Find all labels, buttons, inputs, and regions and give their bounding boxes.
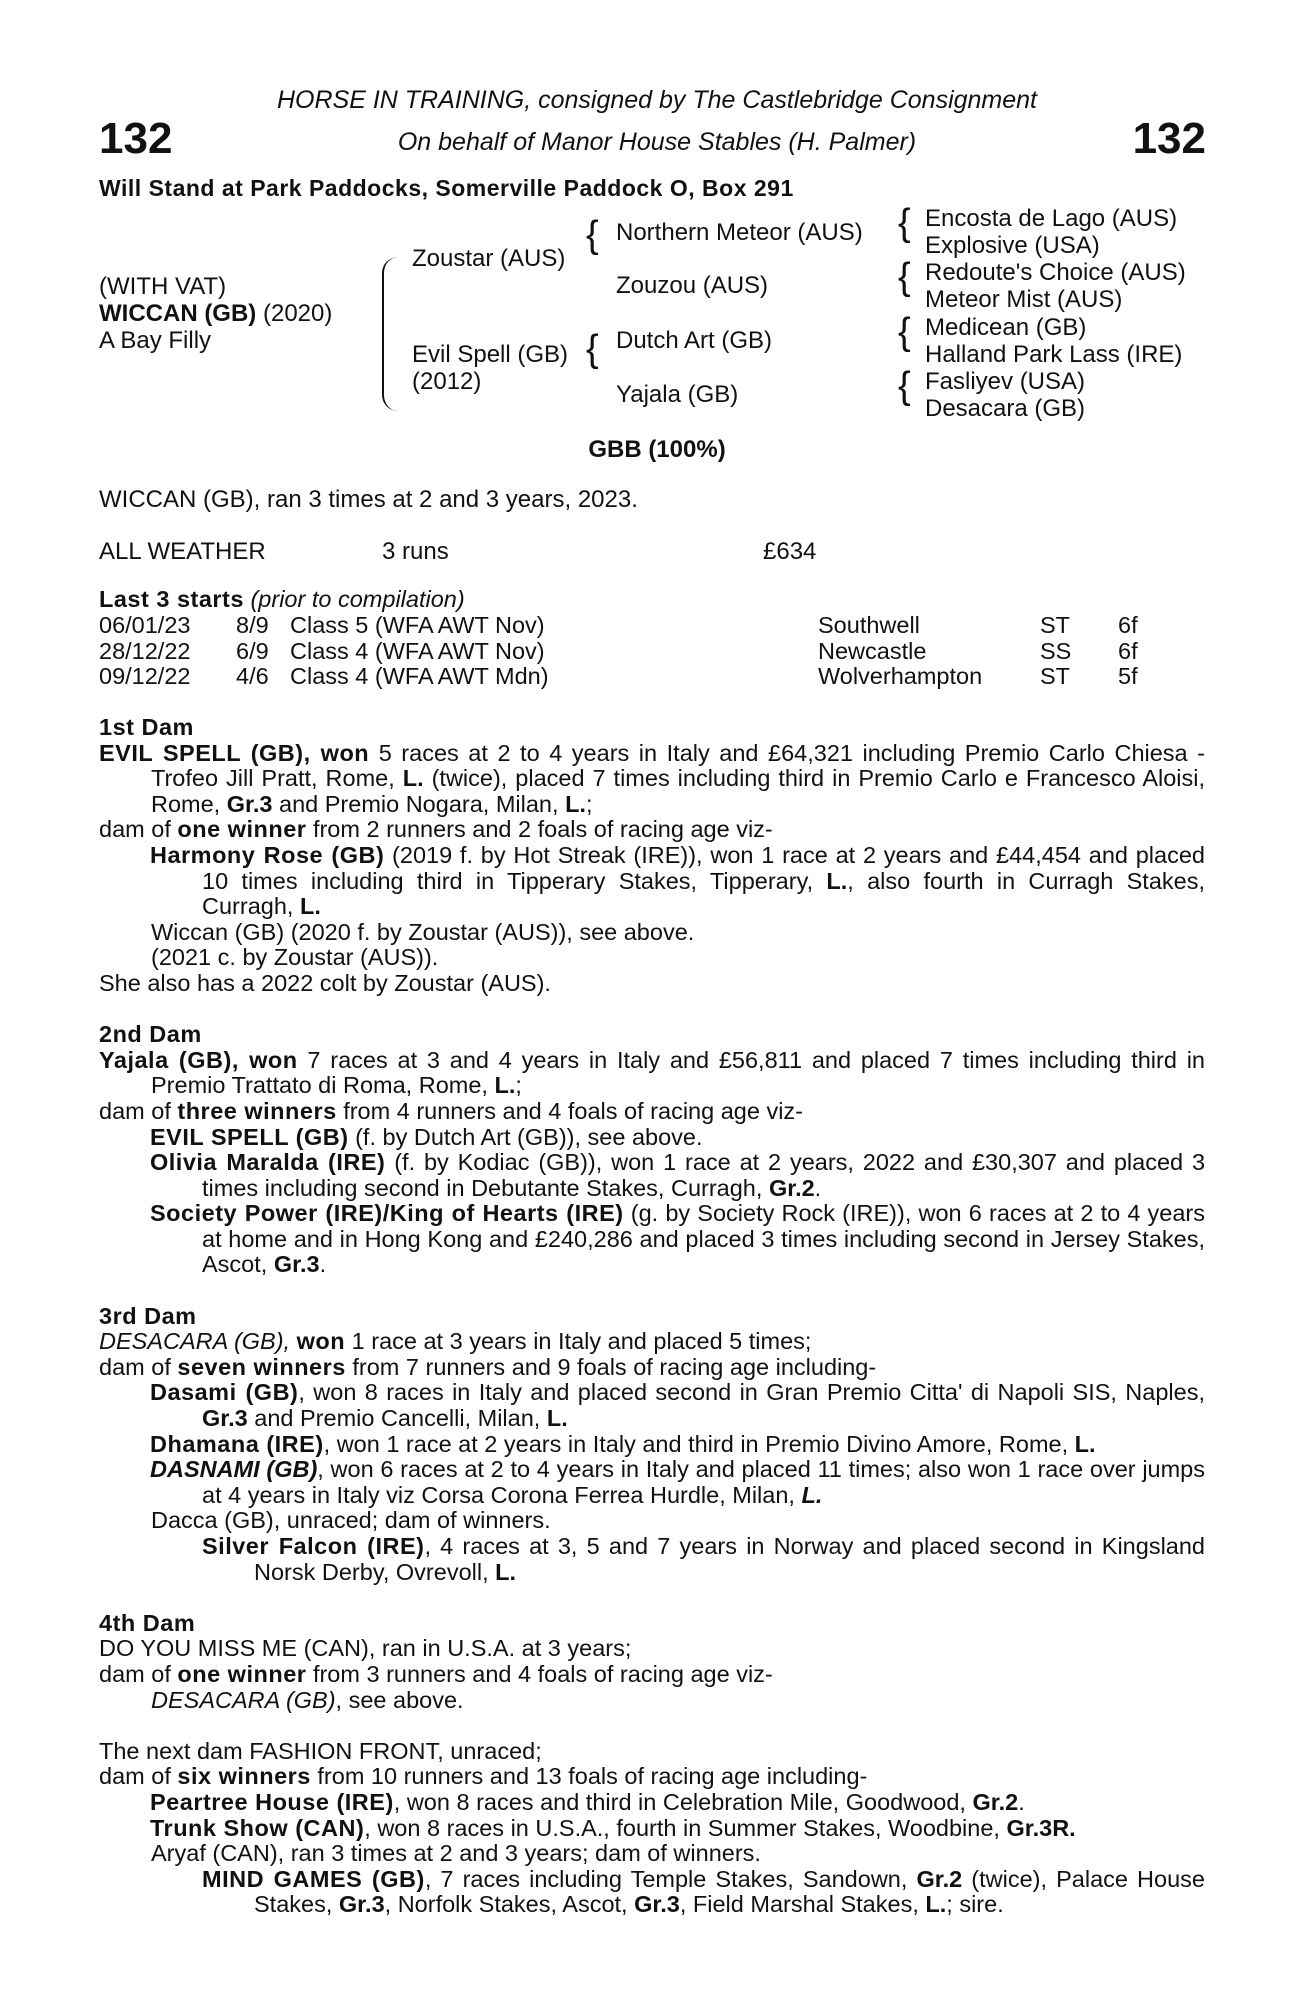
start-distance: 6f	[1118, 637, 1138, 664]
last-starts-title: Last 3 starts	[99, 586, 244, 612]
dam-of-line: dam of one winner from 3 runners and 4 foals of racing age viz-	[99, 1660, 773, 1687]
produce-entry: Olivia Maralda (IRE) (f. by Kodiac (GB)), won 1 race at 2 years, 2022 and £30,307 and placed 3 times including second in Debutante Stakes, Curragh, Gr.2.	[150, 1149, 1206, 1201]
start-course: Wolverhampton	[818, 663, 983, 690]
section-heading: 1st Dam	[99, 714, 194, 740]
produce-entry: MIND GAMES (GB), 7 races including Temple Stakes, Sandown, Gr.2 (twice), Palace House Stakes, Gr.3, Norfolk Stakes, Ascot, Gr.3, Field Marshal Stakes, L.; sire.	[202, 1865, 1205, 1918]
produce-entry: Dacca (GB), unraced; dam of winners.	[151, 1507, 551, 1534]
ped-gp-4: Meteor Mist (AUS)	[925, 286, 1123, 313]
dam-brace: {	[586, 328, 599, 370]
produce-entry: Silver Falcon (IRE), 4 races at 3, 5 and 7 years in Norway and placed second in Kingsland Norsk Derby, Ovrevoll, L.	[202, 1533, 1205, 1585]
start-distance: 5f	[1118, 663, 1138, 690]
produce-entry: Peartree House (IRE), won 8 races and third in Celebration Mile, Goodwood, Gr.2.	[150, 1788, 1025, 1815]
last-starts-heading	[99, 586, 465, 613]
ped-dam: Evil Spell (GB)	[412, 341, 569, 368]
produce-entry: Wiccan (GB) (2020 f. by Zoustar (AUS)), see above.	[151, 918, 695, 945]
dam-of-line: dam of three winners from 4 runners and 4 foals of racing age viz-	[99, 1097, 803, 1124]
produce-entry: Trunk Show (CAN), won 8 races in U.S.A., fourth in Summer Stakes, Woodbine, Gr.3R.	[150, 1814, 1076, 1841]
ped-sire-dam: Zouzou (AUS)	[616, 272, 769, 299]
ped-gp-2: Explosive (USA)	[925, 232, 1100, 259]
start-position: 6/9	[236, 637, 269, 664]
dam-paragraph: Yajala (GB), won 7 races at 3 and 4 years in Italy and £56,811 and placed 7 times including third in Premio Trattato di Roma, Rome, L.;	[99, 1046, 1205, 1099]
start-race: Class 4 (WFA AWT Nov)	[290, 637, 545, 664]
dam-of-line: dam of one winner from 2 runners and 2 foals of racing age viz-	[99, 816, 773, 843]
section-heading: 2nd Dam	[99, 1021, 202, 1048]
vendor-line: On behalf of Manor House Stables (H. Palmer)	[397, 128, 917, 156]
gbb-rating: GBB (100%)	[588, 436, 726, 463]
ped-sire-sire: Northern Meteor (AUS)	[616, 219, 863, 246]
ped-gp-6: Halland Park Lass (IRE)	[925, 341, 1183, 368]
record-surface: ALL WEATHER	[99, 538, 266, 565]
ped-dam-sire: Dutch Art (GB)	[616, 327, 773, 354]
start-row	[99, 664, 1209, 690]
vat-note: (WITH VAT)	[99, 273, 227, 300]
third-dam-section	[99, 1304, 1205, 1586]
horse-year: (2020)	[256, 300, 333, 327]
produce-entry: Aryaf (CAN), ran 3 times at 2 and 3 years; dam of winners.	[151, 1840, 761, 1867]
ped-gp-7: Fasliyev (USA)	[925, 368, 1086, 395]
produce-entry: (2021 c. by Zoustar (AUS)).	[151, 944, 439, 971]
start-going: SS	[1040, 637, 1072, 664]
dam-of-line: dam of seven winners from 7 runners and 9 foals of racing age including-	[99, 1353, 877, 1380]
catalogue-body	[99, 715, 1205, 1918]
starts-table	[99, 613, 1209, 690]
start-course: Southwell	[818, 612, 920, 638]
dam-paragraph: DESACARA (GB), won 1 race at 3 years in Italy and placed 5 times;	[99, 1328, 812, 1355]
start-date: 28/12/22	[99, 637, 191, 664]
section-heading: 3rd Dam	[99, 1302, 197, 1329]
ped-gp-1: Encosta de Lago (AUS)	[925, 205, 1178, 232]
sire-brace: {	[586, 214, 599, 256]
start-row	[99, 613, 1209, 639]
ped-dam-year: (2012)	[412, 368, 482, 395]
start-going: ST	[1040, 612, 1071, 638]
record-runs: 3 runs	[382, 538, 449, 565]
horse-description: A Bay Filly	[99, 327, 212, 354]
start-position: 4/6	[236, 663, 269, 690]
ped-gp-5: Medicean (GB)	[925, 314, 1087, 341]
dam-paragraph: DO YOU MISS ME (CAN), ran in U.S.A. at 3 years;	[99, 1635, 632, 1662]
first-dam-section	[99, 715, 1205, 997]
sire-dam-brace	[382, 257, 398, 411]
produce-entry: Society Power (IRE)/King of Hearts (IRE) (g. by Society Rock (IRE)), won 6 races at 2 to 4 years at home and in Hong Kong and £240,286 and placed 3 times including second in Jersey Stakes, Ascot, Gr.3.	[150, 1200, 1206, 1278]
ped-gp-3: Redoute's Choice (AUS)	[925, 259, 1186, 286]
ped-dam-dam: Yajala (GB)	[616, 381, 739, 408]
start-date: 06/01/23	[99, 612, 191, 638]
lot-number-right: 132	[1132, 114, 1206, 163]
produce-note: She also has a 2022 colt by Zoustar (AUS).	[99, 969, 551, 996]
start-course: Newcastle	[818, 637, 927, 664]
gp-brace-3: {	[898, 311, 911, 353]
second-dam-section	[99, 1022, 1205, 1278]
ped-sire: Zoustar (AUS)	[412, 245, 566, 272]
ped-gp-8: Desacara (GB)	[925, 395, 1086, 422]
gp-brace-1: {	[898, 202, 911, 244]
horse-name: WICCAN (GB)	[99, 300, 257, 327]
start-race: Class 4 (WFA AWT Mdn)	[290, 663, 549, 690]
produce-entry: Dasami (GB), won 8 races in Italy and placed second in Gran Premio Citta' di Napoli SIS, Naples, Gr.3 and Premio Cancelli, Milan, L.	[150, 1379, 1205, 1432]
race-summary: WICCAN (GB), ran 3 times at 2 and 3 years, 2023.	[99, 486, 638, 513]
record-prize: £634	[763, 538, 817, 565]
gp-brace-4: {	[898, 365, 911, 407]
section-heading: 4th Dam	[99, 1609, 196, 1636]
lot-number-left: 132	[99, 114, 173, 163]
produce-entry: Harmony Rose (GB) (2019 f. by Hot Streak (IRE)), won 1 race at 2 years and £44,454 and placed 10 times including third in Tipperary Stakes, Tipperary, L., also fourth in Curragh Stakes, Curragh, L.	[150, 841, 1205, 920]
fourth-dam-section	[99, 1611, 1205, 1713]
produce-entry: Dhamana (IRE), won 1 race at 2 years in Italy and third in Premio Divino Amore, Rome, L.	[150, 1430, 1096, 1457]
start-race: Class 5 (WFA AWT Nov)	[290, 612, 545, 638]
dam-of-line: dam of six winners from 10 runners and 13 foals of racing age including-	[99, 1763, 868, 1790]
start-date: 09/12/22	[99, 663, 191, 690]
gp-brace-2: {	[898, 256, 911, 298]
produce-entry: EVIL SPELL (GB) (f. by Dutch Art (GB)), see above.	[150, 1123, 703, 1150]
last-starts-note: (prior to compilation)	[243, 586, 465, 612]
horse-name-line	[99, 300, 332, 328]
next-dam-section	[99, 1739, 1205, 1918]
start-distance: 6f	[1118, 612, 1138, 638]
dam-paragraph: EVIL SPELL (GB), won 5 races at 2 to 4 years in Italy and £64,321 including Premio Carlo Chiesa - Trofeo Jill Pratt, Rome, L. (twice), placed 7 times including third in Premio Carlo e Francesco Aloisi, Rome, Gr.3 and Premio Nogara, Milan, L.;	[99, 739, 1206, 817]
produce-entry: DASNAMI (GB), won 6 races at 2 to 4 years in Italy and placed 11 times; also won 1 race over jumps at 4 years in Italy viz Corsa Corona Ferrea Hurdle, Milan, L.	[150, 1456, 1205, 1508]
consignor-line: HORSE IN TRAINING, consigned by The Castlebridge Consignment	[276, 86, 1038, 114]
start-going: ST	[1040, 663, 1071, 690]
start-row	[99, 639, 1209, 665]
produce-entry: DESACARA (GB), see above.	[151, 1686, 464, 1713]
start-position: 8/9	[236, 612, 269, 638]
stand-location: Will Stand at Park Paddocks, Somerville Paddock O, Box 291	[99, 175, 794, 201]
dam-paragraph: The next dam FASHION FRONT, unraced;	[99, 1737, 542, 1764]
